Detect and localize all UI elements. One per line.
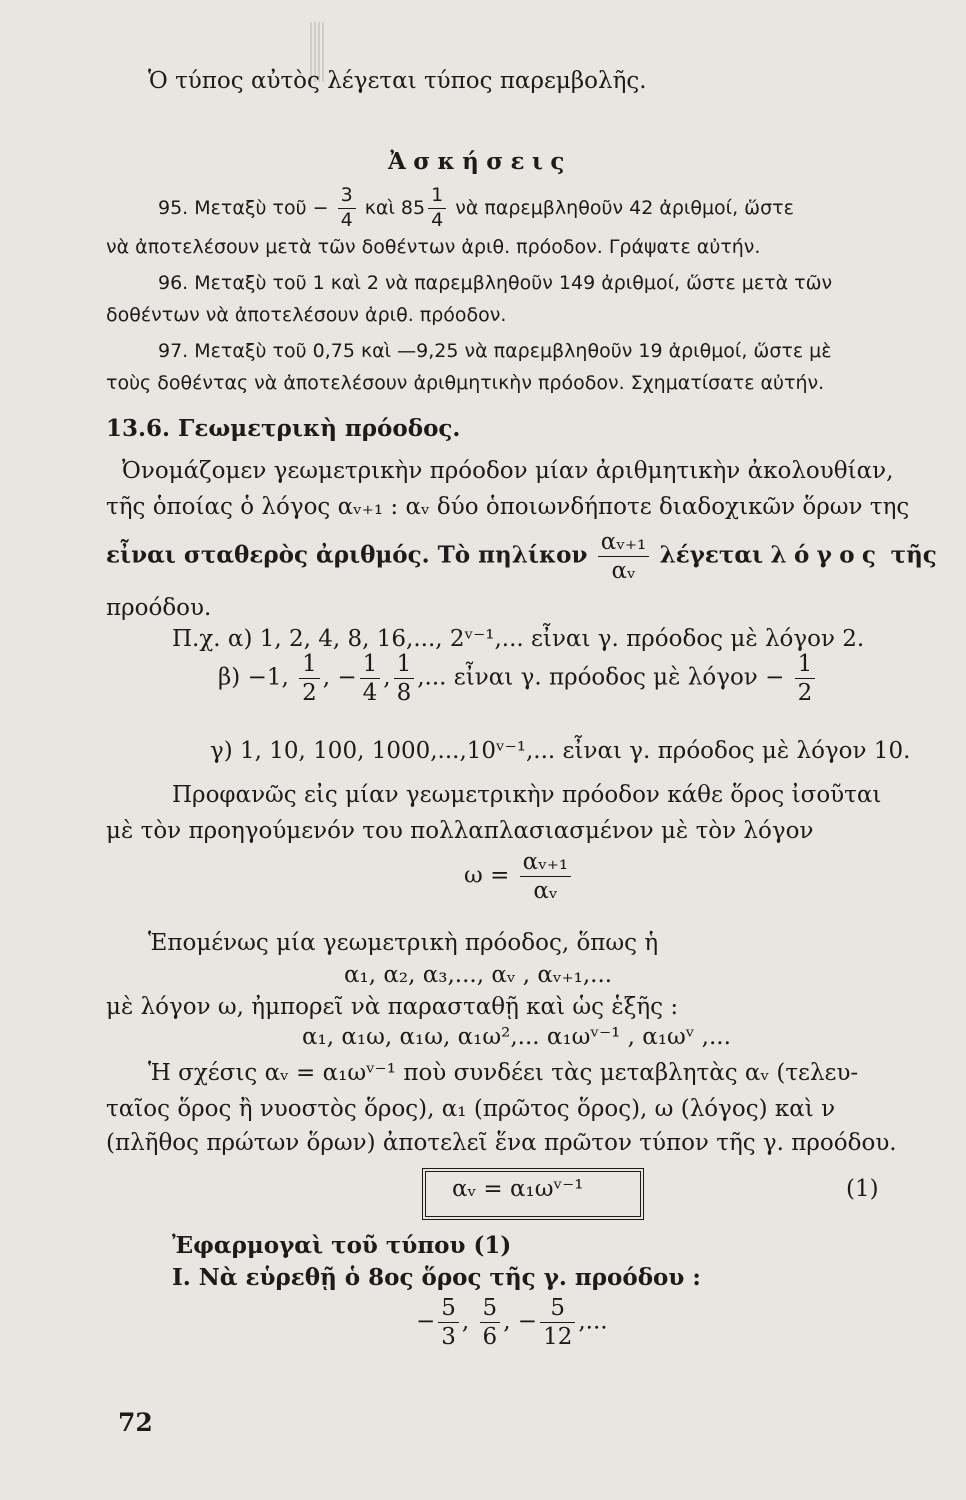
ratio-fraction: $\frac{\text{αᵥ₊₁}}{\text{αᵥ}}$ — [598, 530, 649, 583]
fraction: $\frac{1}{2}$ — [299, 652, 320, 705]
fraction: $\frac{5}{12}$ — [540, 1296, 575, 1349]
application-1: I. Νὰ εὑρεθῇ ὁ 8ος ὅρος τῆς γ. προόδου : — [172, 1264, 701, 1291]
definition-line4: προόδου. — [106, 595, 212, 621]
relation-line1: Ἡ σχέσις αᵥ = α₁ωᵛ⁻¹ ποὺ συνδέει τὰς μεταβλητὰς αᵥ (τελευ- — [148, 1060, 859, 1086]
definition-line3: εἶναι σταθερὸς ἀριθμός. Τὸ πηλίκον $\frac{\text{αᵥ₊₁}}{\text{αᵥ}}$ λέγεται λόγος τῆς — [106, 529, 937, 585]
formula-number: (1) — [846, 1176, 879, 1202]
exercise-95-line1: 95. Μεταξὺ τοῦ − $\frac{3}{4}$ καὶ 85 $\frac{1}{4}$ νὰ παρεμβληθοῦν 42 ἀριθμοί, ὥστε — [158, 184, 794, 231]
exercise-97-line2: τοὺς δοθέντας νὰ ἀποτελέσουν ἀριθμητικὴν πρόοδον. Σχηματίσατε αὐτήν. — [106, 372, 825, 394]
observation-line2: μὲ τὸν προηγούμενόν του πολλαπλασιασμένον μὲ τὸν λόγον — [106, 818, 814, 844]
logos-term: λόγος — [770, 541, 884, 569]
fraction: $\frac{5}{3}$ — [438, 1296, 459, 1349]
exercise-95-line2: νὰ ἀποτελέσουν μετὰ τῶν δοθέντων ἀριθ. πρόοδον. Γράψατε αὐτήν. — [106, 236, 761, 258]
exercise-96-line1: 96. Μεταξὺ τοῦ 1 καὶ 2 νὰ παρεμβληθοῦν 149 ἀριθμοί, ὥστε μετὰ τῶν — [158, 272, 833, 294]
fraction: $\frac{5}{6}$ — [480, 1296, 501, 1349]
example-c: γ) 1, 10, 100, 1000,...,10ᵛ⁻¹,... εἶναι γ. πρόοδος μὲ λόγον 10. — [210, 738, 911, 764]
omega-formula: ω = $\frac{\text{αᵥ₊₁}}{\text{αᵥ}}$ — [464, 850, 574, 903]
application-1-sequence: − $\frac{5}{3}$ , $\frac{5}{6}$ , − $\frac{5}{12}$ ,... — [416, 1295, 608, 1351]
relation-line3: (πλῆθος πρώτων ὅρων) ἀποτελεῖ ἕνα πρῶτον τύπον τῆς γ. προόδου. — [106, 1130, 897, 1156]
exercise-96-line2: δοθέντων νὰ ἀποτελέσουν ἀριθ. πρόοδον. — [106, 304, 507, 326]
formula-box-text: αᵥ = α₁ωᵛ⁻¹ — [452, 1176, 584, 1202]
definition-line2: τῆς ὁποίας ὁ λόγος αᵥ₊₁ : αᵥ δύο ὁποιωνδήποτε διαδοχικῶν ὅρων της — [106, 494, 910, 520]
applications-title: Ἐφαρμογαὶ τοῦ τύπου (1) — [172, 1232, 512, 1259]
sequence-omega-form: α₁, α₁ω, α₁ω, α₁ω²,... α₁ωᵛ⁻¹ , α₁ωᵛ ,... — [302, 1024, 731, 1050]
sequence-terms: α₁, α₂, α₃,..., αᵥ , αᵥ₊₁,... — [344, 962, 613, 988]
example-b: β) −1, $\frac{1}{2}$ , − $\frac{1}{4}$ , $\frac{1}{8}$ ,... εἶναι γ. πρόοδος μὲ λόγον − $\frac{1}{2}$ — [218, 652, 818, 705]
hence-line1: Ἑπομένως μία γεωμετρικὴ πρόοδος, ὅπως ἡ — [148, 930, 659, 956]
fraction: $\frac{3}{4}$ — [338, 186, 356, 231]
exercise-97-line1: 97. Μεταξὺ τοῦ 0,75 καὶ —9,25 νὰ παρεμβληθοῦν 19 ἀριθμοί, ὥστε μὲ — [158, 340, 832, 362]
intro-line: Ὁ τύπος αὐτὸς λέγεται τύπος παρεμβολῆς. — [148, 68, 647, 94]
page-number: 72 — [118, 1408, 153, 1437]
hence-line2: μὲ λόγον ω, ἠμπορεῖ νὰ παρασταθῇ καὶ ὡς ἑξῆς : — [106, 994, 679, 1020]
exercises-heading: Ἀσκήσεις — [388, 148, 572, 175]
section-title: 13.6. Γεωμετρικὴ πρόοδος. — [106, 415, 461, 442]
relation-line2: ταῖος ὅρος ἢ νυοστὸς ὅρος), α₁ (πρῶτος ὅρος), ω (λόγος) καὶ ν — [106, 1096, 836, 1122]
observation-line1: Προφανῶς εἰς μίαν γεωμετρικὴν πρόοδον κάθε ὅρος ἰσοῦται — [172, 782, 882, 808]
fraction: $\frac{1}{2}$ — [795, 652, 816, 705]
omega-fraction: $\frac{\text{αᵥ₊₁}}{\text{αᵥ}}$ — [520, 850, 571, 903]
example-a: Π.χ. α) 1, 2, 4, 8, 16,..., 2ᵛ⁻¹,... εἶναι γ. πρόοδος μὲ λόγον 2. — [172, 626, 865, 652]
definition-line1: Ὀνομάζομεν γεωμετρικὴν πρόοδον μίαν ἀριθμητικὴν ἀκολουθίαν, — [122, 458, 894, 484]
fraction: $\frac{1}{4}$ — [360, 652, 381, 705]
fraction: $\frac{1}{8}$ — [394, 652, 415, 705]
fraction: $\frac{1}{4}$ — [428, 186, 446, 231]
